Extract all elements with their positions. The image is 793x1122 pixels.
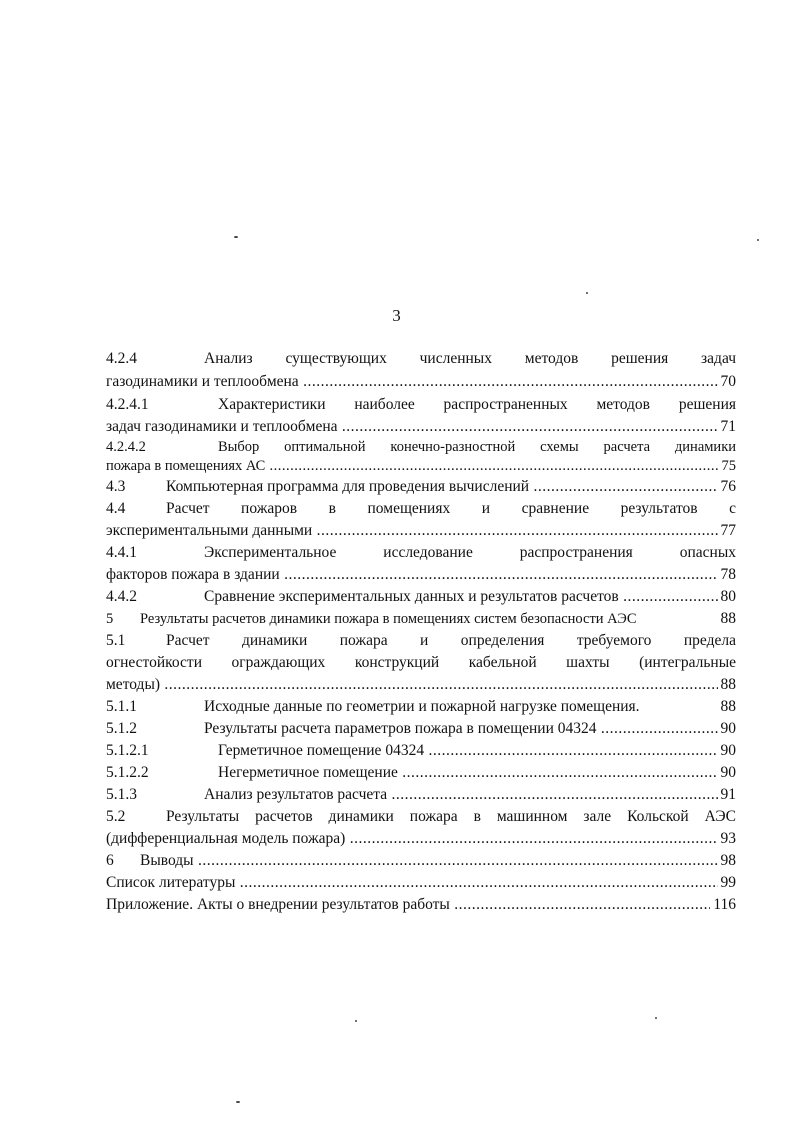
toc-title-line2: экспериментальными данными ..... xyxy=(106,520,718,542)
toc-page: 90 xyxy=(720,740,737,762)
toc-page: 71 xyxy=(720,416,737,438)
toc-entry-4-4 xyxy=(106,498,736,520)
toc-number: 5.1 xyxy=(106,632,126,649)
toc-title: Анализ результатов расчета ..... xyxy=(204,784,718,806)
toc-page: 78 xyxy=(720,564,737,586)
toc-number: 4.2.4 xyxy=(106,350,137,367)
toc-title-line2: (дифференциальная модель пожара) ..... xyxy=(106,828,718,850)
toc-title-line1: Выбор оптимальной конечно-разностной схемы расчета динамики xyxy=(218,439,736,455)
toc-entry-5-1-1 xyxy=(106,696,736,718)
toc-number: 5.1.3 xyxy=(106,786,137,803)
toc-title: Приложение. Акты о внедрении результатов работы ..... xyxy=(106,894,710,916)
toc-entry-5-2 xyxy=(106,806,736,828)
toc-title: Исходные данные по геометрии и пожарной нагрузке помещения. xyxy=(204,698,640,715)
toc-title: Результаты расчетов динамики пожара в помещениях систем безопасности АЭС xyxy=(140,611,637,627)
toc-title: Негерметичное помещение ..... xyxy=(218,762,718,784)
toc-title-line1: Результаты расчетов динамики пожара в машинном зале Кольской АЭС xyxy=(166,808,736,825)
toc-page: 99 xyxy=(720,872,737,894)
scan-speck xyxy=(234,236,238,238)
toc-number: 4.4 xyxy=(106,500,126,517)
toc-entry-4-4-1 xyxy=(106,542,736,564)
toc-number: 5.1.2.1 xyxy=(106,742,149,759)
toc-title-line2: огнестойкости ограждающих конструкций кабельной шахты (интегральные xyxy=(106,654,736,671)
scan-speck xyxy=(586,292,588,294)
toc-page: 116 xyxy=(712,894,736,916)
toc-page: 88 xyxy=(720,696,737,718)
toc-page: 88 xyxy=(720,674,737,696)
toc-page: 88 xyxy=(720,608,737,630)
toc-entry-4-2-4 xyxy=(106,348,736,370)
toc-page: 80 xyxy=(720,586,737,608)
toc-entry-5-1-2-1 xyxy=(106,740,736,762)
toc-number: 4.3 xyxy=(106,478,126,495)
toc-entry-4-2-4-1 xyxy=(106,394,736,416)
toc-number: 4.4.1 xyxy=(106,544,137,561)
toc-number: 5.2 xyxy=(106,808,126,825)
toc-number: 4.2.4.2 xyxy=(106,439,146,455)
toc-title-line1: Расчет динамики пожара и определения требуемого предела xyxy=(166,632,736,649)
toc-title: Компьютерная программа для проведения вычислений ..... xyxy=(166,476,718,498)
scan-speck xyxy=(757,239,759,241)
toc-title-line2: пожара в помещениях АС ..... xyxy=(106,455,718,477)
toc-title: Сравнение экспериментальных данных и результатов расчетов ..... xyxy=(204,586,718,608)
toc-entry-references xyxy=(106,872,736,894)
toc-title: Выводы ..... xyxy=(140,850,718,872)
toc-entry-6 xyxy=(106,850,736,872)
toc-number: 5.1.2 xyxy=(106,720,137,737)
toc-number: 5.1.1 xyxy=(106,698,137,715)
toc-number: 4.4.2 xyxy=(106,588,137,605)
toc-entry-5 xyxy=(106,608,736,630)
toc-title-line1: Анализ существующих численных методов решения задач xyxy=(204,350,736,367)
toc-entry-4-4-2 xyxy=(106,586,736,608)
toc-title-line3: методы) ..... xyxy=(106,674,718,696)
toc-entry-4-3 xyxy=(106,476,736,498)
scan-speck xyxy=(355,1020,357,1022)
toc-page: 91 xyxy=(720,784,737,806)
toc-entry-appendix xyxy=(106,894,736,916)
toc-title-line2: факторов пожара в здании ..... xyxy=(106,564,718,586)
scan-speck xyxy=(236,1101,240,1103)
toc-title: Список литературы ..... xyxy=(106,872,718,894)
toc-number: 6 xyxy=(106,852,114,869)
toc-page: 75 xyxy=(721,455,737,477)
toc-number: 5.1.2.2 xyxy=(106,764,149,781)
toc-title: Герметичное помещение 04324 ..... xyxy=(218,740,718,762)
toc-number: 5 xyxy=(106,611,114,627)
toc-entry-5-1 xyxy=(106,630,736,652)
toc-page: 98 xyxy=(720,850,737,872)
toc-title-line2: задач газодинамики и теплообмена ..... xyxy=(106,416,718,438)
toc-title-line1: Характеристики наиболее распространенных методов решения xyxy=(218,396,736,413)
toc-page: 70 xyxy=(720,371,737,393)
toc-page: 76 xyxy=(720,476,737,498)
toc-title: Результаты расчета параметров пожара в помещении 04324 ..... xyxy=(204,718,718,740)
toc-page: 77 xyxy=(720,520,737,542)
toc-number: 4.2.4.1 xyxy=(106,396,149,413)
toc-entry-5-1-2 xyxy=(106,718,736,740)
toc-title-line1: Экспериментальное исследование распространения опасных xyxy=(204,544,736,561)
toc-page: 93 xyxy=(720,828,737,850)
page-number: 3 xyxy=(392,306,401,325)
toc-page: 90 xyxy=(720,718,737,740)
toc-page: 90 xyxy=(720,762,737,784)
toc-entry-5-1-2-2 xyxy=(106,762,736,784)
toc-entry-5-1-3 xyxy=(106,784,736,806)
toc-title-line1: Расчет пожаров в помещениях и сравнение результатов с xyxy=(166,500,736,517)
scan-speck xyxy=(655,1017,657,1019)
toc-title-line2: газодинамики и теплообмена ..... xyxy=(106,371,718,393)
